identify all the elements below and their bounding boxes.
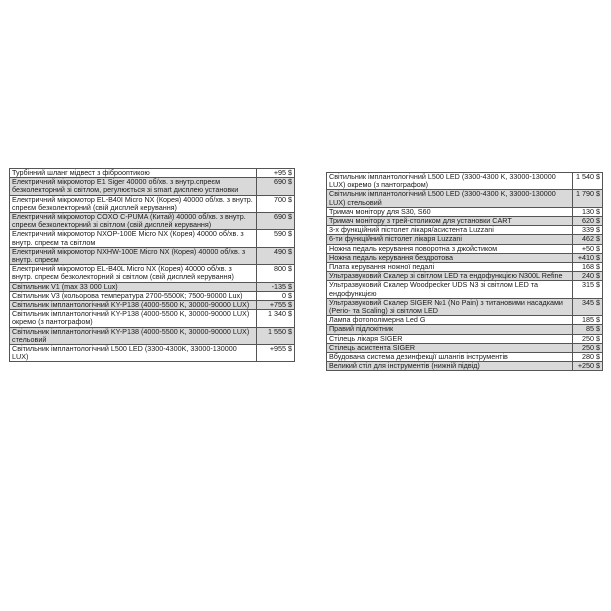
table-row bbox=[327, 253, 603, 262]
table-row bbox=[10, 195, 295, 212]
item-name: Лампа фотополімерна Led G bbox=[327, 316, 573, 325]
item-price: +95 $ bbox=[257, 169, 295, 178]
table-row bbox=[327, 207, 603, 216]
item-price: 590 $ bbox=[257, 230, 295, 247]
item-price: +955 $ bbox=[257, 345, 295, 362]
item-price: 1 540 $ bbox=[573, 173, 603, 190]
item-price: +250 $ bbox=[573, 362, 603, 371]
item-name: Електричний мікромотор NXOP-100E Micro NX (Корея) 40000 об/хв. з внутр. спреєм та світлом bbox=[10, 230, 257, 247]
table-row bbox=[10, 282, 295, 291]
table-row bbox=[327, 334, 603, 343]
table-row bbox=[10, 327, 295, 344]
item-name: Ультразвуковий Скалер зі світлом LED та ендофункцією N300L Refine bbox=[327, 272, 573, 281]
item-name: Світильник V3 (кольорова температура 2700-5500К; 7500-90000 Lux) bbox=[10, 291, 257, 300]
item-name: Світильник імплантологічний L500 LED (3300-4300K, 33000-130000 LUX) bbox=[10, 345, 257, 362]
left-price-table bbox=[9, 168, 295, 362]
item-price: 250 $ bbox=[573, 343, 603, 352]
item-price: 240 $ bbox=[573, 272, 603, 281]
item-price: 130 $ bbox=[573, 207, 603, 216]
item-name: Турбінний шланг мідвест з фіброоптикою bbox=[10, 169, 257, 178]
item-price: 690 $ bbox=[257, 213, 295, 230]
table-row bbox=[10, 213, 295, 230]
table-row bbox=[327, 353, 603, 362]
table-row bbox=[10, 310, 295, 327]
item-price: 345 $ bbox=[573, 298, 603, 315]
item-price: 462 $ bbox=[573, 235, 603, 244]
item-name: Великий стіл для інструментів (нижній підвід) bbox=[327, 362, 573, 371]
item-name: Електричний мікромотор EL-B40L Micro NX (Корея) 40000 об/хв. з внутр. спреєм безколекторний зі світлом (свій дисплей керування) bbox=[10, 265, 257, 282]
table-row bbox=[327, 272, 603, 281]
item-name: 3-х функційний пістолет лікаря/асистента Luzzani bbox=[327, 226, 573, 235]
item-price: 1 550 $ bbox=[257, 327, 295, 344]
item-name: Стілець асистента SIGER bbox=[327, 343, 573, 352]
table-row bbox=[10, 169, 295, 178]
item-name: Ножна педаль керування поворотна з джойстиком bbox=[327, 244, 573, 253]
item-price: 250 $ bbox=[573, 334, 603, 343]
table-row bbox=[327, 325, 603, 334]
item-name: Вбудована система дезинфекції шлангів інструментів bbox=[327, 353, 573, 362]
item-name: Світильник імплантологічний KY-P138 (4000-5500 K, 30000-90000 LUX) bbox=[10, 301, 257, 310]
table-row bbox=[327, 235, 603, 244]
item-name: Ножна педаль керування бездротова bbox=[327, 253, 573, 262]
table-row bbox=[327, 281, 603, 298]
item-price: 168 $ bbox=[573, 263, 603, 272]
table-row bbox=[10, 301, 295, 310]
table-row bbox=[327, 244, 603, 253]
item-name: Ультразвуковий Скалер SIGER №1 (No Pain) з титановими насадками (Perio- та Scaling) зі світлом LED bbox=[327, 298, 573, 315]
item-price: 1 340 $ bbox=[257, 310, 295, 327]
item-price: 490 $ bbox=[257, 247, 295, 264]
table-row bbox=[327, 298, 603, 315]
table-row bbox=[10, 178, 295, 195]
item-price: +410 $ bbox=[573, 253, 603, 262]
item-price: 339 $ bbox=[573, 226, 603, 235]
item-price: 185 $ bbox=[573, 316, 603, 325]
item-name: Електричний мікромотор E1 Siger 40000 об/хв. з внутр.спреєм безколекторний зі світлом, регулюється зі smart дисплею установки bbox=[10, 178, 257, 195]
item-name: Електричний мікромотор COXO C-PUMA (Китай) 40000 об/хв. з внутр. спреєм безколекторний зі світлом (свій дисплей керування) bbox=[10, 213, 257, 230]
item-name: Ультразвуковий Скалер Woodpecker UDS N3 зі світлом LED та ендофункцією bbox=[327, 281, 573, 298]
table-row bbox=[327, 316, 603, 325]
table-row bbox=[327, 173, 603, 190]
item-name: Світильник імплантологічний KY-P138 (4000-5500 K, 30000-90000 LUX) окремо (з пантографом) bbox=[10, 310, 257, 327]
table-row bbox=[10, 247, 295, 264]
item-price: 700 $ bbox=[257, 195, 295, 212]
item-name: Світильник імплантологічний KY-P138 (4000-5500 K, 30000-90000 LUX) стельовий bbox=[10, 327, 257, 344]
table-row bbox=[327, 217, 603, 226]
table-row bbox=[10, 291, 295, 300]
item-price: 280 $ bbox=[573, 353, 603, 362]
table-row bbox=[327, 190, 603, 207]
item-name: Стілець лікаря SIGER bbox=[327, 334, 573, 343]
table-row bbox=[10, 230, 295, 247]
item-price: 85 $ bbox=[573, 325, 603, 334]
table-row bbox=[327, 263, 603, 272]
item-price: +50 $ bbox=[573, 244, 603, 253]
item-price: 800 $ bbox=[257, 265, 295, 282]
item-name: Плата керування ножної педалі bbox=[327, 263, 573, 272]
item-name: 6-ти функційний пістолет лікаря Luzzani bbox=[327, 235, 573, 244]
item-name: Світильник імплантологічний L500 LED (3300-4300 K, 33000-130000 LUX) окремо (з пантографом) bbox=[327, 173, 573, 190]
item-price: 315 $ bbox=[573, 281, 603, 298]
item-price: -135 $ bbox=[257, 282, 295, 291]
item-name: Електричний мікромотор NXHW-100E Micro NX (Корея) 40000 об/хв. з внутр. спреєм bbox=[10, 247, 257, 264]
table-row bbox=[327, 362, 603, 371]
item-price: 620 $ bbox=[573, 217, 603, 226]
item-price: 0 $ bbox=[257, 291, 295, 300]
table-row bbox=[327, 226, 603, 235]
item-name: Тримач монітору з трей-столиком для установки CART bbox=[327, 217, 573, 226]
item-name: Тримач монітору для S30, S60 bbox=[327, 207, 573, 216]
table-row bbox=[10, 345, 295, 362]
right-price-table bbox=[326, 172, 603, 371]
item-price: +755 $ bbox=[257, 301, 295, 310]
table-row bbox=[10, 265, 295, 282]
table-row bbox=[327, 343, 603, 352]
item-name: Електричний мікромотор EL-B40I Micro NX (Корея) 40000 об/хв. з внутр. спреєм безколекторний (свій дисплей керування) bbox=[10, 195, 257, 212]
item-name: Світильник імплантологічний L500 LED (3300-4300 K, 33000-130000 LUX) стельовий bbox=[327, 190, 573, 207]
item-name: Правий підлокітник bbox=[327, 325, 573, 334]
item-price: 1 790 $ bbox=[573, 190, 603, 207]
item-price: 690 $ bbox=[257, 178, 295, 195]
item-name: Світильник V1 (max 33 000 Lux) bbox=[10, 282, 257, 291]
